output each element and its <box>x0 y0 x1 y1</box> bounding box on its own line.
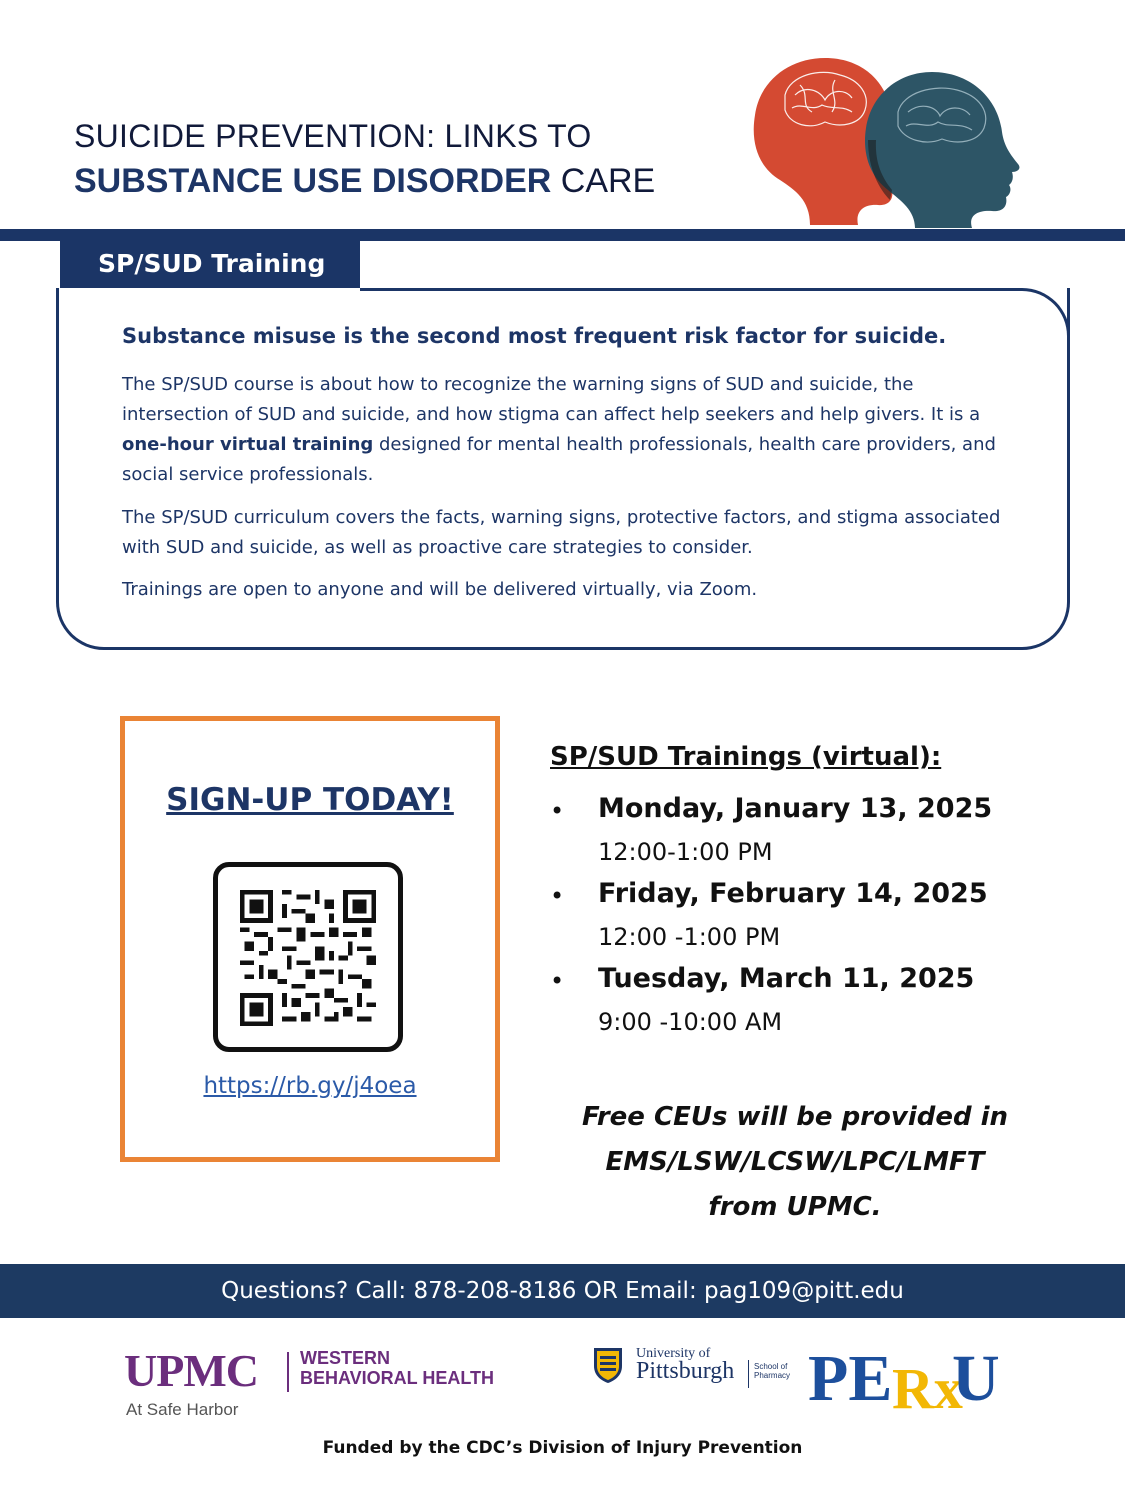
info-paragraph-3: Trainings are open to anyone and will be delivered virtually, via Zoom. <box>122 579 758 600</box>
pitt-divider <box>748 1360 749 1388</box>
ceu-line-1: Free CEUs will be provided in <box>581 1102 1009 1132</box>
heads-illustration <box>740 50 1040 230</box>
pitt-school: School of Pharmacy <box>754 1362 791 1380</box>
trainings-heading: SP/SUD Trainings (virtual): <box>550 742 942 772</box>
pitt-name: Pittsburgh <box>636 1358 735 1384</box>
funding-note: Funded by the CDC’s Division of Injury Prevention <box>322 1438 803 1458</box>
info-paragraph-1 <box>122 370 1022 490</box>
upmc-safe-harbor: At Safe Harbor <box>126 1400 239 1419</box>
upmc-sub-line2: BEHAVIORAL HEALTH <box>300 1368 495 1388</box>
session-time-3: 9:00 -10:00 AM <box>598 1008 783 1036</box>
info-paragraph-2: The SP/SUD curriculum covers the facts, warning signs, protective factors, and stigma associated with SUD and suicide, as well as proactive care strategies to consider. <box>122 507 1001 558</box>
teal-head-silhouette <box>865 72 1019 228</box>
session-date-3: Tuesday, March 11, 2025 <box>598 963 975 994</box>
info-p1-b: designed for mental health professionals, health care providers, and social service professionals. <box>122 434 996 485</box>
signup-link[interactable]: https://rb.gy/j4oea <box>203 1073 417 1099</box>
session-date-1: Monday, January 13, 2025 <box>598 793 993 824</box>
bullet-3: • <box>550 967 565 995</box>
upmc-logo-divider <box>287 1352 289 1392</box>
page-title-line2 <box>74 162 655 201</box>
section-tab: SP/SUD Training <box>60 238 360 288</box>
session-date-2: Friday, February 14, 2025 <box>598 878 988 909</box>
page-title-emphasis: SUBSTANCE USE DISORDER <box>74 162 552 200</box>
peru-logo-u: U <box>952 1342 1000 1415</box>
pitt-seal-icon <box>592 1344 624 1384</box>
upmc-sub-line1: WESTERN <box>300 1348 390 1368</box>
page-title-line1: SUICIDE PREVENTION: LINKS TO <box>74 118 592 154</box>
pitt-university: University of <box>636 1346 711 1361</box>
contact-bar: Questions? Call: 878-208-8186 OR Email: pag109@pitt.edu <box>0 1264 1125 1318</box>
bullet-2: • <box>550 882 565 910</box>
peru-logo <box>808 1338 1008 1418</box>
ceu-note <box>560 1095 1030 1230</box>
page-title-suffix: CARE <box>551 162 656 200</box>
ceu-line-2: EMS/LSW/LCSW/LPC/LMFT <box>605 1147 985 1177</box>
info-p1-bold: one-hour virtual training <box>122 434 374 455</box>
info-lead: Substance misuse is the second most frequent risk factor for suicide. <box>122 324 947 348</box>
session-time-1: 12:00-1:00 PM <box>598 838 773 866</box>
peru-logo-pe: PE <box>808 1342 893 1415</box>
qr-code[interactable] <box>240 890 376 1026</box>
peru-logo-rx: Rx <box>892 1356 963 1418</box>
upmc-logo: UPMC <box>124 1345 258 1396</box>
bullet-1: • <box>550 797 565 825</box>
session-time-2: 12:00 -1:00 PM <box>598 923 781 951</box>
signup-heading[interactable]: SIGN-UP TODAY! <box>166 782 454 818</box>
ceu-line-3: from UPMC. <box>708 1192 882 1222</box>
info-p1-a: The SP/SUD course is about how to recognize the warning signs of SUD and suicide, the intersection of SUD and suicide, and how stigma can affect help seekers and help givers. It is a <box>122 374 981 425</box>
